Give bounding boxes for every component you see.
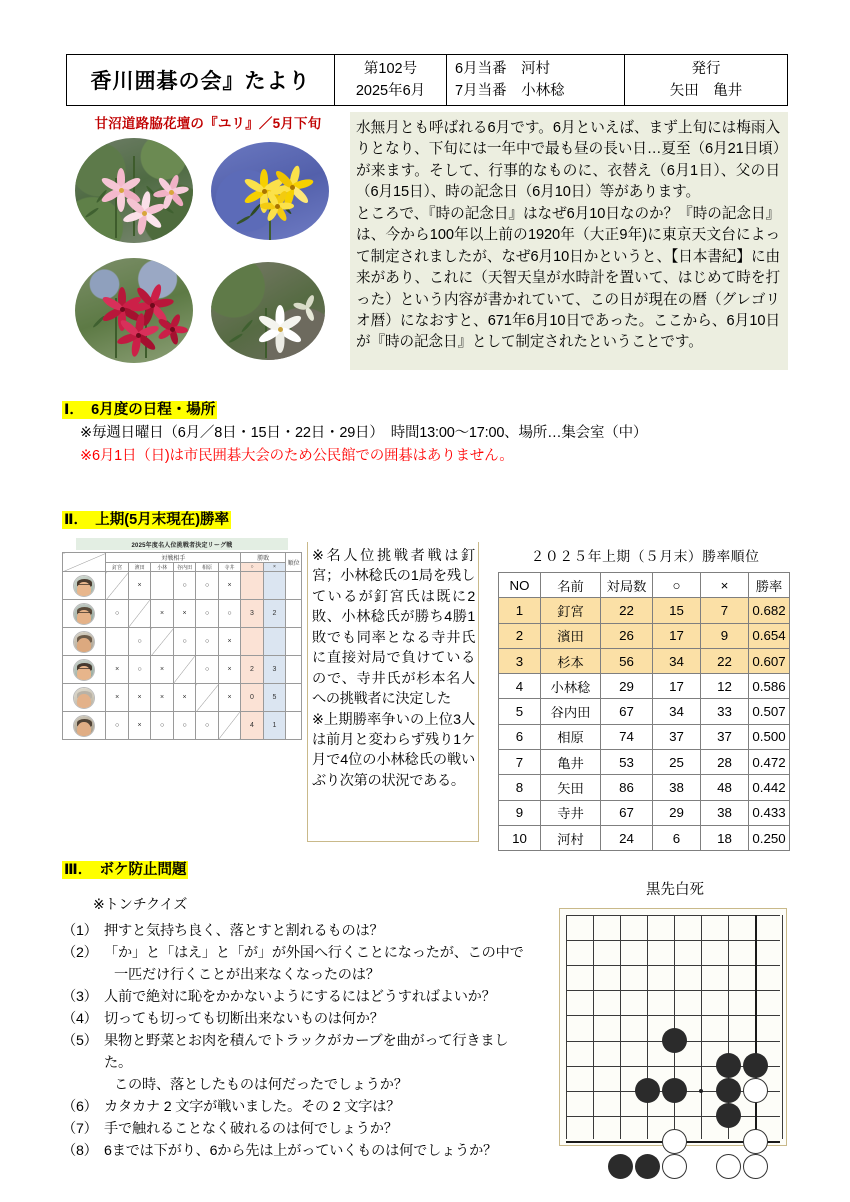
league-cell: ×	[128, 684, 150, 712]
league-table-wrapper	[62, 538, 302, 740]
ranking-name: 濱田	[541, 623, 601, 648]
league-wins: 2	[241, 656, 263, 684]
ranking-games: 26	[601, 623, 653, 648]
ranking-pct: 0.250	[749, 825, 790, 850]
league-wins: 0	[241, 684, 263, 712]
duty-roster	[447, 55, 625, 105]
go-star-point	[699, 1089, 703, 1093]
ranking-games: 29	[601, 674, 653, 699]
go-grid-line-horizontal	[566, 990, 780, 991]
ranking-wins: 37	[653, 724, 701, 749]
ranking-games: 22	[601, 598, 653, 623]
ranking-wins: 38	[653, 775, 701, 800]
go-stone-white	[743, 1129, 768, 1154]
section-3-heading-text: Ⅲ． ボケ防止問題	[64, 862, 187, 878]
go-grid-line-horizontal	[566, 915, 780, 916]
league-table-title: 2025年度名人位挑戦者決定リーグ戦	[76, 538, 288, 550]
ranking-no: 1	[499, 598, 541, 623]
league-losses-header: ×	[263, 563, 285, 572]
ranking-pct: 0.607	[749, 648, 790, 673]
masthead	[66, 54, 788, 106]
section-1-notice-line: ※6月1日（日)は市民囲碁大会のため公民館での囲碁はありません。	[80, 448, 514, 464]
league-rank	[286, 628, 302, 656]
table-row	[499, 750, 790, 775]
quiz-text: 「か」と「はえ」と「が」が外国へ行くことになったが、この中で	[104, 945, 524, 961]
ranking-col-no: NO	[499, 573, 541, 598]
league-cell	[151, 628, 173, 656]
go-grid-line-vertical	[782, 915, 783, 1139]
go-grid-line-vertical	[566, 915, 567, 1139]
ranking-games: 24	[601, 825, 653, 850]
list-item	[62, 986, 532, 1008]
list-item	[62, 1140, 532, 1162]
intro-text-box	[350, 112, 788, 370]
quiz-text-continued: 一匹だけ行くことが出来なくなったのは？	[114, 967, 380, 983]
ranking-header-row	[499, 573, 790, 598]
player-avatar	[73, 575, 95, 597]
go-grid-line-horizontal	[566, 940, 780, 941]
ranking-losses: 18	[701, 825, 749, 850]
intro-paragraph-2: ところで、『時の記念日』はなぜ6月10日なのか？『時の記念日』は、今から100年以上前の1920年（大正9年)に東京天文台によって制定されましたが、なぜ6月10日かというと、【日本書紀】に由来があり、これに（天智天皇が水時計を置いて、はじめて時を打った）という内容が書かれていて、この日が現在の暦（グレゴリオ暦）になおすと、671年6月10日であった。ここから、6月10日が『時の記念日』として制定されたということです。	[356, 205, 780, 351]
league-corner-cell	[63, 553, 106, 572]
league-cell: ×	[106, 684, 128, 712]
ranking-no: 5	[499, 699, 541, 724]
quiz-number: （3）	[62, 989, 98, 1005]
quiz-text: カタカナ 2 文字が戦いました。その 2 文字は？	[104, 1099, 401, 1115]
league-cell: ○	[196, 600, 218, 628]
issue-info	[335, 55, 447, 105]
league-cell: ×	[106, 656, 128, 684]
league-row	[63, 600, 302, 628]
player-avatar	[73, 631, 95, 653]
duty-july: 7月当番 小林稔	[455, 83, 565, 99]
ranking-wins: 29	[653, 800, 701, 825]
list-item	[62, 1096, 532, 1118]
league-row	[63, 656, 302, 684]
league-rank	[286, 656, 302, 684]
list-item	[62, 1008, 532, 1030]
quiz-number: （4）	[62, 1011, 98, 1027]
quiz-text: 切っても切っても切断出来ないものは何か？	[104, 1011, 384, 1027]
league-cell: ○	[196, 656, 218, 684]
league-losses: 1	[263, 712, 285, 740]
ranking-losses: 12	[701, 674, 749, 699]
ranking-col-wins: ○	[653, 573, 701, 598]
quiz-number: （2）	[62, 945, 98, 961]
section-3-heading	[62, 858, 188, 879]
go-stone-black	[662, 1028, 687, 1053]
go-grid-line-vertical	[647, 915, 648, 1139]
league-rank	[286, 712, 302, 740]
quiz-text-continued: この時、落としたものは何だったでしょうか？	[114, 1077, 408, 1093]
league-cell: ×	[128, 572, 150, 600]
ranking-no: 6	[499, 724, 541, 749]
league-cell: ○	[196, 572, 218, 600]
league-losses: 5	[263, 684, 285, 712]
table-row	[499, 674, 790, 699]
ranking-pct: 0.586	[749, 674, 790, 699]
table-row	[499, 724, 790, 749]
ranking-losses: 37	[701, 724, 749, 749]
league-losses: 3	[263, 656, 285, 684]
ranking-no: 2	[499, 623, 541, 648]
ranking-table-title: ２０２５年上期（５月末）勝率順位	[530, 549, 760, 564]
intro-paragraph-1: 水無月とも呼ばれる6月です。6月といえば、まず上旬には梅雨入りとなり、下旬には一年中で最も昼の長い日…夏至（6月21日頃）が来ます。そして、行事的なものに、衣替え（6月1日）、父の日（6月15日）、時の記念日（6月10日）等があります。	[356, 120, 780, 201]
go-problem-title: 黒先白死	[646, 882, 704, 898]
ranking-name: 相原	[541, 724, 601, 749]
ranking-losses: 7	[701, 598, 749, 623]
player-avatar	[73, 687, 95, 709]
go-stone-white	[743, 1078, 768, 1103]
section-2-heading-text: Ⅱ． 上期(5月末現在)勝率	[64, 512, 230, 528]
quiz-text: 果物と野菜とお肉を積んでトラックがカーブを曲がって行きました。	[104, 1033, 509, 1071]
quiz-text: 押すと気持ち良く、落とすと割れるものは？	[104, 923, 384, 939]
league-row	[63, 628, 302, 656]
ranking-wins: 17	[653, 674, 701, 699]
league-rank-header: 順位	[286, 553, 302, 572]
go-stone-black	[716, 1053, 741, 1078]
league-cell: ○	[128, 628, 150, 656]
go-grid-line-vertical	[674, 915, 675, 1139]
league-cell: ×	[128, 712, 150, 740]
lily-photo-grid	[73, 136, 335, 368]
quiz-text: 人前で絶対に恥をかかないようにするにはどうすればよいか？	[104, 989, 496, 1005]
ranking-games: 53	[601, 750, 653, 775]
league-wins-header: ○	[241, 563, 263, 572]
list-item	[62, 1030, 532, 1074]
go-stone-white	[743, 1154, 768, 1179]
league-cell: ×	[218, 572, 240, 600]
section-1-heading-text: Ⅰ． 6月度の日程・場所	[64, 402, 216, 418]
go-board-grid	[566, 915, 780, 1139]
pink-lily-photo	[75, 138, 193, 243]
commentary-line-1: ※名人位挑戦者戦は釘宮；小林稔氏の1局を残しているが釘宮氏は既に2敗、小林稔氏が勝ち4勝1敗でも同率となる寺井氏に直接対局で負けているので、寺井氏が杉本名人への挑戦者に決定した	[312, 548, 475, 708]
issue-number: 第102号	[363, 60, 418, 77]
go-stone-black	[608, 1154, 633, 1179]
league-losses: 2	[263, 600, 285, 628]
league-player-photo	[63, 628, 106, 656]
ranking-wins: 15	[653, 598, 701, 623]
go-problem-board	[559, 908, 787, 1146]
ranking-wins: 17	[653, 623, 701, 648]
section-1-heading	[62, 398, 217, 419]
go-grid-line-horizontal	[566, 965, 780, 966]
ranking-no: 7	[499, 750, 541, 775]
league-losses	[263, 572, 285, 600]
ranking-losses: 38	[701, 800, 749, 825]
photo-caption: 甘沼道路脇花壇の『ユリ』／5月下旬	[94, 116, 322, 131]
league-cell: ○	[173, 572, 195, 600]
ranking-games: 74	[601, 724, 653, 749]
league-record-group-header: 勝敗	[241, 553, 286, 563]
red-lily-photo	[75, 258, 193, 363]
league-opponent-header-1: 濱田	[128, 563, 150, 572]
ranking-name: 寺井	[541, 800, 601, 825]
league-cell: ×	[151, 600, 173, 628]
league-cell: ○	[173, 628, 195, 656]
league-cell: ○	[151, 712, 173, 740]
league-row	[63, 684, 302, 712]
league-commentary	[307, 542, 479, 842]
go-stone-black	[635, 1078, 660, 1103]
ranking-wins: 34	[653, 699, 701, 724]
league-wins: 3	[241, 600, 263, 628]
go-grid-line-horizontal	[566, 1015, 780, 1016]
league-row	[63, 572, 302, 600]
ranking-col-pct: 勝率	[749, 573, 790, 598]
league-rank	[286, 600, 302, 628]
ranking-pct: 0.472	[749, 750, 790, 775]
ranking-wins: 25	[653, 750, 701, 775]
section-1-schedule-line: ※毎週日曜日（6月／8日・15日・22日・29日） 時間13:00〜17:00、場所…集会室（中）	[80, 425, 648, 441]
duty-june: 6月当番 河村	[455, 60, 551, 77]
league-cell	[218, 712, 240, 740]
league-opponent-header-0: 釘宮	[106, 563, 128, 572]
table-row	[499, 800, 790, 825]
ranking-name: 亀井	[541, 750, 601, 775]
ranking-col-losses: ×	[701, 573, 749, 598]
ranking-pct: 0.654	[749, 623, 790, 648]
ranking-losses: 28	[701, 750, 749, 775]
league-cell: ○	[196, 712, 218, 740]
ranking-name: 河村	[541, 825, 601, 850]
ranking-name: 谷内田	[541, 699, 601, 724]
ranking-pct: 0.682	[749, 598, 790, 623]
go-grid-line-vertical	[701, 915, 702, 1139]
league-opponent-header-4: 相原	[196, 563, 218, 572]
league-player-photo	[63, 572, 106, 600]
ranking-no: 9	[499, 800, 541, 825]
quiz-number: （8）	[62, 1143, 98, 1159]
league-player-photo	[63, 712, 106, 740]
ranking-wins: 34	[653, 648, 701, 673]
league-cell: ×	[218, 656, 240, 684]
go-stone-black	[662, 1078, 687, 1103]
table-row	[499, 648, 790, 673]
ranking-no: 10	[499, 825, 541, 850]
quiz-number: （1）	[62, 923, 98, 939]
go-stone-white	[662, 1154, 687, 1179]
go-grid-line-horizontal	[566, 1116, 780, 1117]
league-cell: ×	[151, 684, 173, 712]
player-avatar	[73, 603, 95, 625]
newsletter-title: 香川囲碁の会』たより	[67, 55, 335, 105]
ranking-losses: 48	[701, 775, 749, 800]
ranking-name: 杉本	[541, 648, 601, 673]
league-wins	[241, 572, 263, 600]
league-row	[63, 712, 302, 740]
league-player-photo	[63, 684, 106, 712]
ranking-no: 3	[499, 648, 541, 673]
list-item	[62, 942, 532, 964]
ranking-col-games: 対局数	[601, 573, 653, 598]
league-cell	[128, 600, 150, 628]
go-grid-line-vertical	[620, 915, 621, 1139]
league-rank	[286, 684, 302, 712]
publisher-names: 矢田 亀井	[669, 83, 743, 99]
quiz-list	[62, 920, 532, 1162]
ranking-table	[498, 572, 790, 851]
league-wins	[241, 628, 263, 656]
league-cell: ×	[173, 684, 195, 712]
go-stone-white	[662, 1129, 687, 1154]
quiz-text: 手で触れることなく破れるのは何でしょうか？	[104, 1121, 398, 1137]
league-table	[62, 552, 302, 740]
go-stone-white	[716, 1154, 741, 1179]
white-lily-photo	[211, 262, 325, 360]
league-cell	[173, 656, 195, 684]
league-cell: ×	[218, 684, 240, 712]
issue-date: 2025年6月	[355, 83, 426, 99]
publisher-label: 発行	[691, 60, 721, 77]
league-opponent-header-2: 小林	[151, 563, 173, 572]
league-player-photo	[63, 656, 106, 684]
list-item	[62, 920, 532, 942]
table-row	[499, 825, 790, 850]
quiz-number: （5）	[62, 1033, 98, 1049]
league-wins: 4	[241, 712, 263, 740]
go-stone-black	[743, 1053, 768, 1078]
league-opponent-header-3: 谷内田	[173, 563, 195, 572]
ranking-name: 釘宮	[541, 598, 601, 623]
table-row	[499, 598, 790, 623]
ranking-losses: 22	[701, 648, 749, 673]
publisher-block	[625, 55, 787, 105]
table-row	[499, 775, 790, 800]
table-row	[499, 699, 790, 724]
league-rank	[286, 572, 302, 600]
league-cell: ○	[218, 600, 240, 628]
league-cell: ○	[173, 712, 195, 740]
league-cell: ×	[218, 628, 240, 656]
quiz-text: 6までは下がり、6から先は上がっていくものは何でしょうか？	[104, 1143, 498, 1159]
ranking-name: 矢田	[541, 775, 601, 800]
ranking-pct: 0.442	[749, 775, 790, 800]
ranking-no: 8	[499, 775, 541, 800]
ranking-games: 67	[601, 699, 653, 724]
go-stone-black	[716, 1103, 741, 1128]
player-avatar	[73, 659, 95, 681]
go-stone-black	[635, 1154, 660, 1179]
league-cell	[106, 628, 128, 656]
league-group-header-row	[63, 553, 302, 563]
quiz-note: ※トンチクイズ	[93, 896, 188, 912]
league-cell: ○	[106, 712, 128, 740]
ranking-no: 4	[499, 674, 541, 699]
ranking-losses: 9	[701, 623, 749, 648]
go-stone-black	[716, 1078, 741, 1103]
quiz-number: （7）	[62, 1121, 98, 1137]
ranking-pct: 0.433	[749, 800, 790, 825]
player-avatar	[73, 715, 95, 737]
league-cell	[106, 572, 128, 600]
league-losses	[263, 628, 285, 656]
league-cell: ○	[128, 656, 150, 684]
ranking-losses: 33	[701, 699, 749, 724]
section-2-heading	[62, 508, 231, 529]
league-opponents-group-header: 対戦相手	[106, 553, 241, 563]
list-item	[62, 1118, 532, 1140]
ranking-games: 56	[601, 648, 653, 673]
yellow-lily-photo	[211, 142, 329, 240]
ranking-col-name: 名前	[541, 573, 601, 598]
league-opponent-header-5: 寺井	[218, 563, 240, 572]
ranking-name: 小林稔	[541, 674, 601, 699]
league-cell: ×	[173, 600, 195, 628]
ranking-pct: 0.507	[749, 699, 790, 724]
quiz-number: （6）	[62, 1099, 98, 1115]
ranking-wins: 6	[653, 825, 701, 850]
ranking-games: 67	[601, 800, 653, 825]
ranking-games: 86	[601, 775, 653, 800]
league-cell	[196, 684, 218, 712]
go-board-edge-right	[755, 915, 757, 1139]
league-cell: ○	[106, 600, 128, 628]
ranking-pct: 0.500	[749, 724, 790, 749]
commentary-line-2: ※上期勝率争いの上位3人は前月と変わらず残り1ケ月で4位の小林稔氏の戦いぶり次第の状況である。	[312, 711, 475, 789]
table-row	[499, 623, 790, 648]
league-cell: ○	[196, 628, 218, 656]
league-player-photo	[63, 600, 106, 628]
league-cell	[151, 572, 173, 600]
go-grid-line-vertical	[593, 915, 594, 1139]
league-cell: ×	[151, 656, 173, 684]
